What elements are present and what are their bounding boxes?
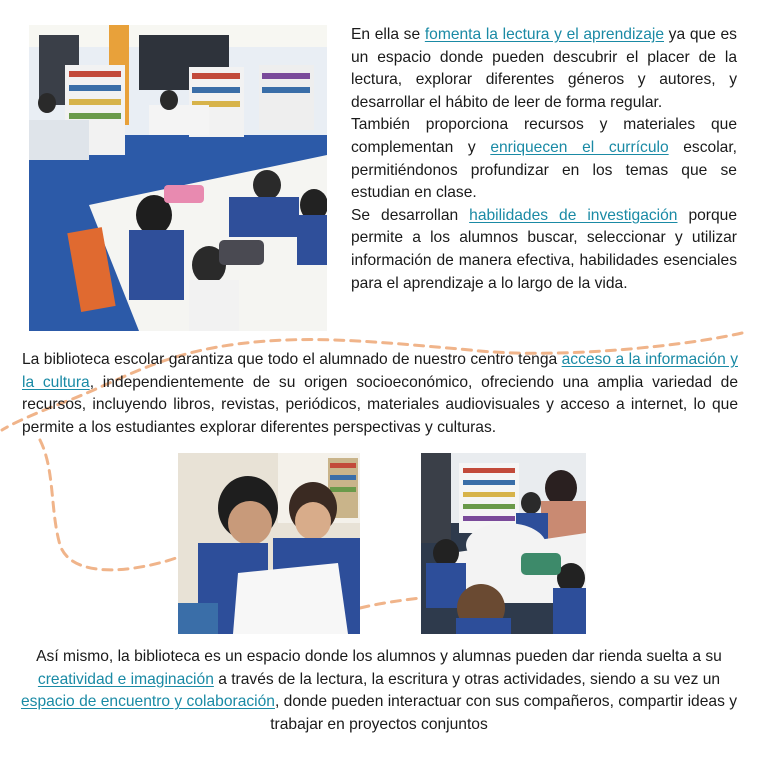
intro-column xyxy=(351,24,737,295)
link-creatividad-imaginacion[interactable]: creatividad e imaginación xyxy=(37,670,214,688)
paragraph-investigacion-pre: Se desarrollan xyxy=(351,206,470,224)
paragraph-fomenta-post: ya que es un espacio donde pueden descubrir el placer de la lectura, explorar diferentes géneros y autores, y desarrollar el hábito de leer de forma regular. xyxy=(351,26,737,111)
paragraph-creatividad-pre: Así mismo, la biblioteca es un espacio donde los alumnos y alumnas pueden dar rienda suelta a su xyxy=(36,648,722,665)
paragraph-recursos xyxy=(351,114,737,204)
paragraph-acceso-body xyxy=(22,349,738,439)
paragraph-acceso-post: , independientemente de su origen socioeconómico, ofreciendo una amplia variedad de recursos, incluyendo libros, revistas, periódicos, materiales audiovisuales y acceso a internet, lo que permite a los estudiantes explorar diferentes perspectivas y culturas. xyxy=(22,373,738,436)
paragraph-creatividad-body xyxy=(14,646,744,736)
paragraph-investigacion xyxy=(351,205,737,295)
paragraph-investigacion-post: porque permite a los alumnos buscar, seleccionar y utilizar información de manera efectiva, habilidades esenciales para el aprendizaje a lo largo de la vida. xyxy=(351,206,738,292)
paragraph-acceso xyxy=(22,349,738,439)
paragraph-recursos-pre: También proporciona recursos y materiales que complementan y xyxy=(351,116,737,156)
library-photo-main xyxy=(29,25,327,331)
paragraph-acceso-pre: La biblioteca escolar garantiza que todo el alumnado de nuestro centro tenga xyxy=(22,351,562,368)
link-fomenta-lectura[interactable]: fomenta la lectura y el aprendizaje xyxy=(424,26,665,43)
link-enriquecen-curriculo[interactable]: enriquecen el currículo xyxy=(490,138,669,156)
paragraph-recursos-post: escolar, permitiéndonos profundizar en los temas que se estudian en clase. xyxy=(351,138,737,202)
paragraph-creatividad xyxy=(14,646,744,736)
paragraph-fomenta-pre: En ella se xyxy=(351,26,425,43)
paragraph-fomenta xyxy=(351,24,737,114)
link-acceso-informacion[interactable]: acceso a la información y la cultura xyxy=(22,351,738,391)
link-habilidades-investigacion[interactable]: habilidades de investigación xyxy=(469,206,678,224)
link-espacio-encuentro[interactable]: espacio de encuentro y colaboración xyxy=(20,693,275,711)
students-drawing-photo xyxy=(178,453,360,634)
paragraph-creatividad-post: , donde pueden interactuar con sus compañeros, compartir ideas y trabajar en proyectos conjuntos xyxy=(270,693,737,733)
paragraph-creatividad-mid: a través de la lectura, la escritura y otras actividades, siendo a su vez un xyxy=(213,670,721,688)
library-table-photo xyxy=(421,453,586,634)
